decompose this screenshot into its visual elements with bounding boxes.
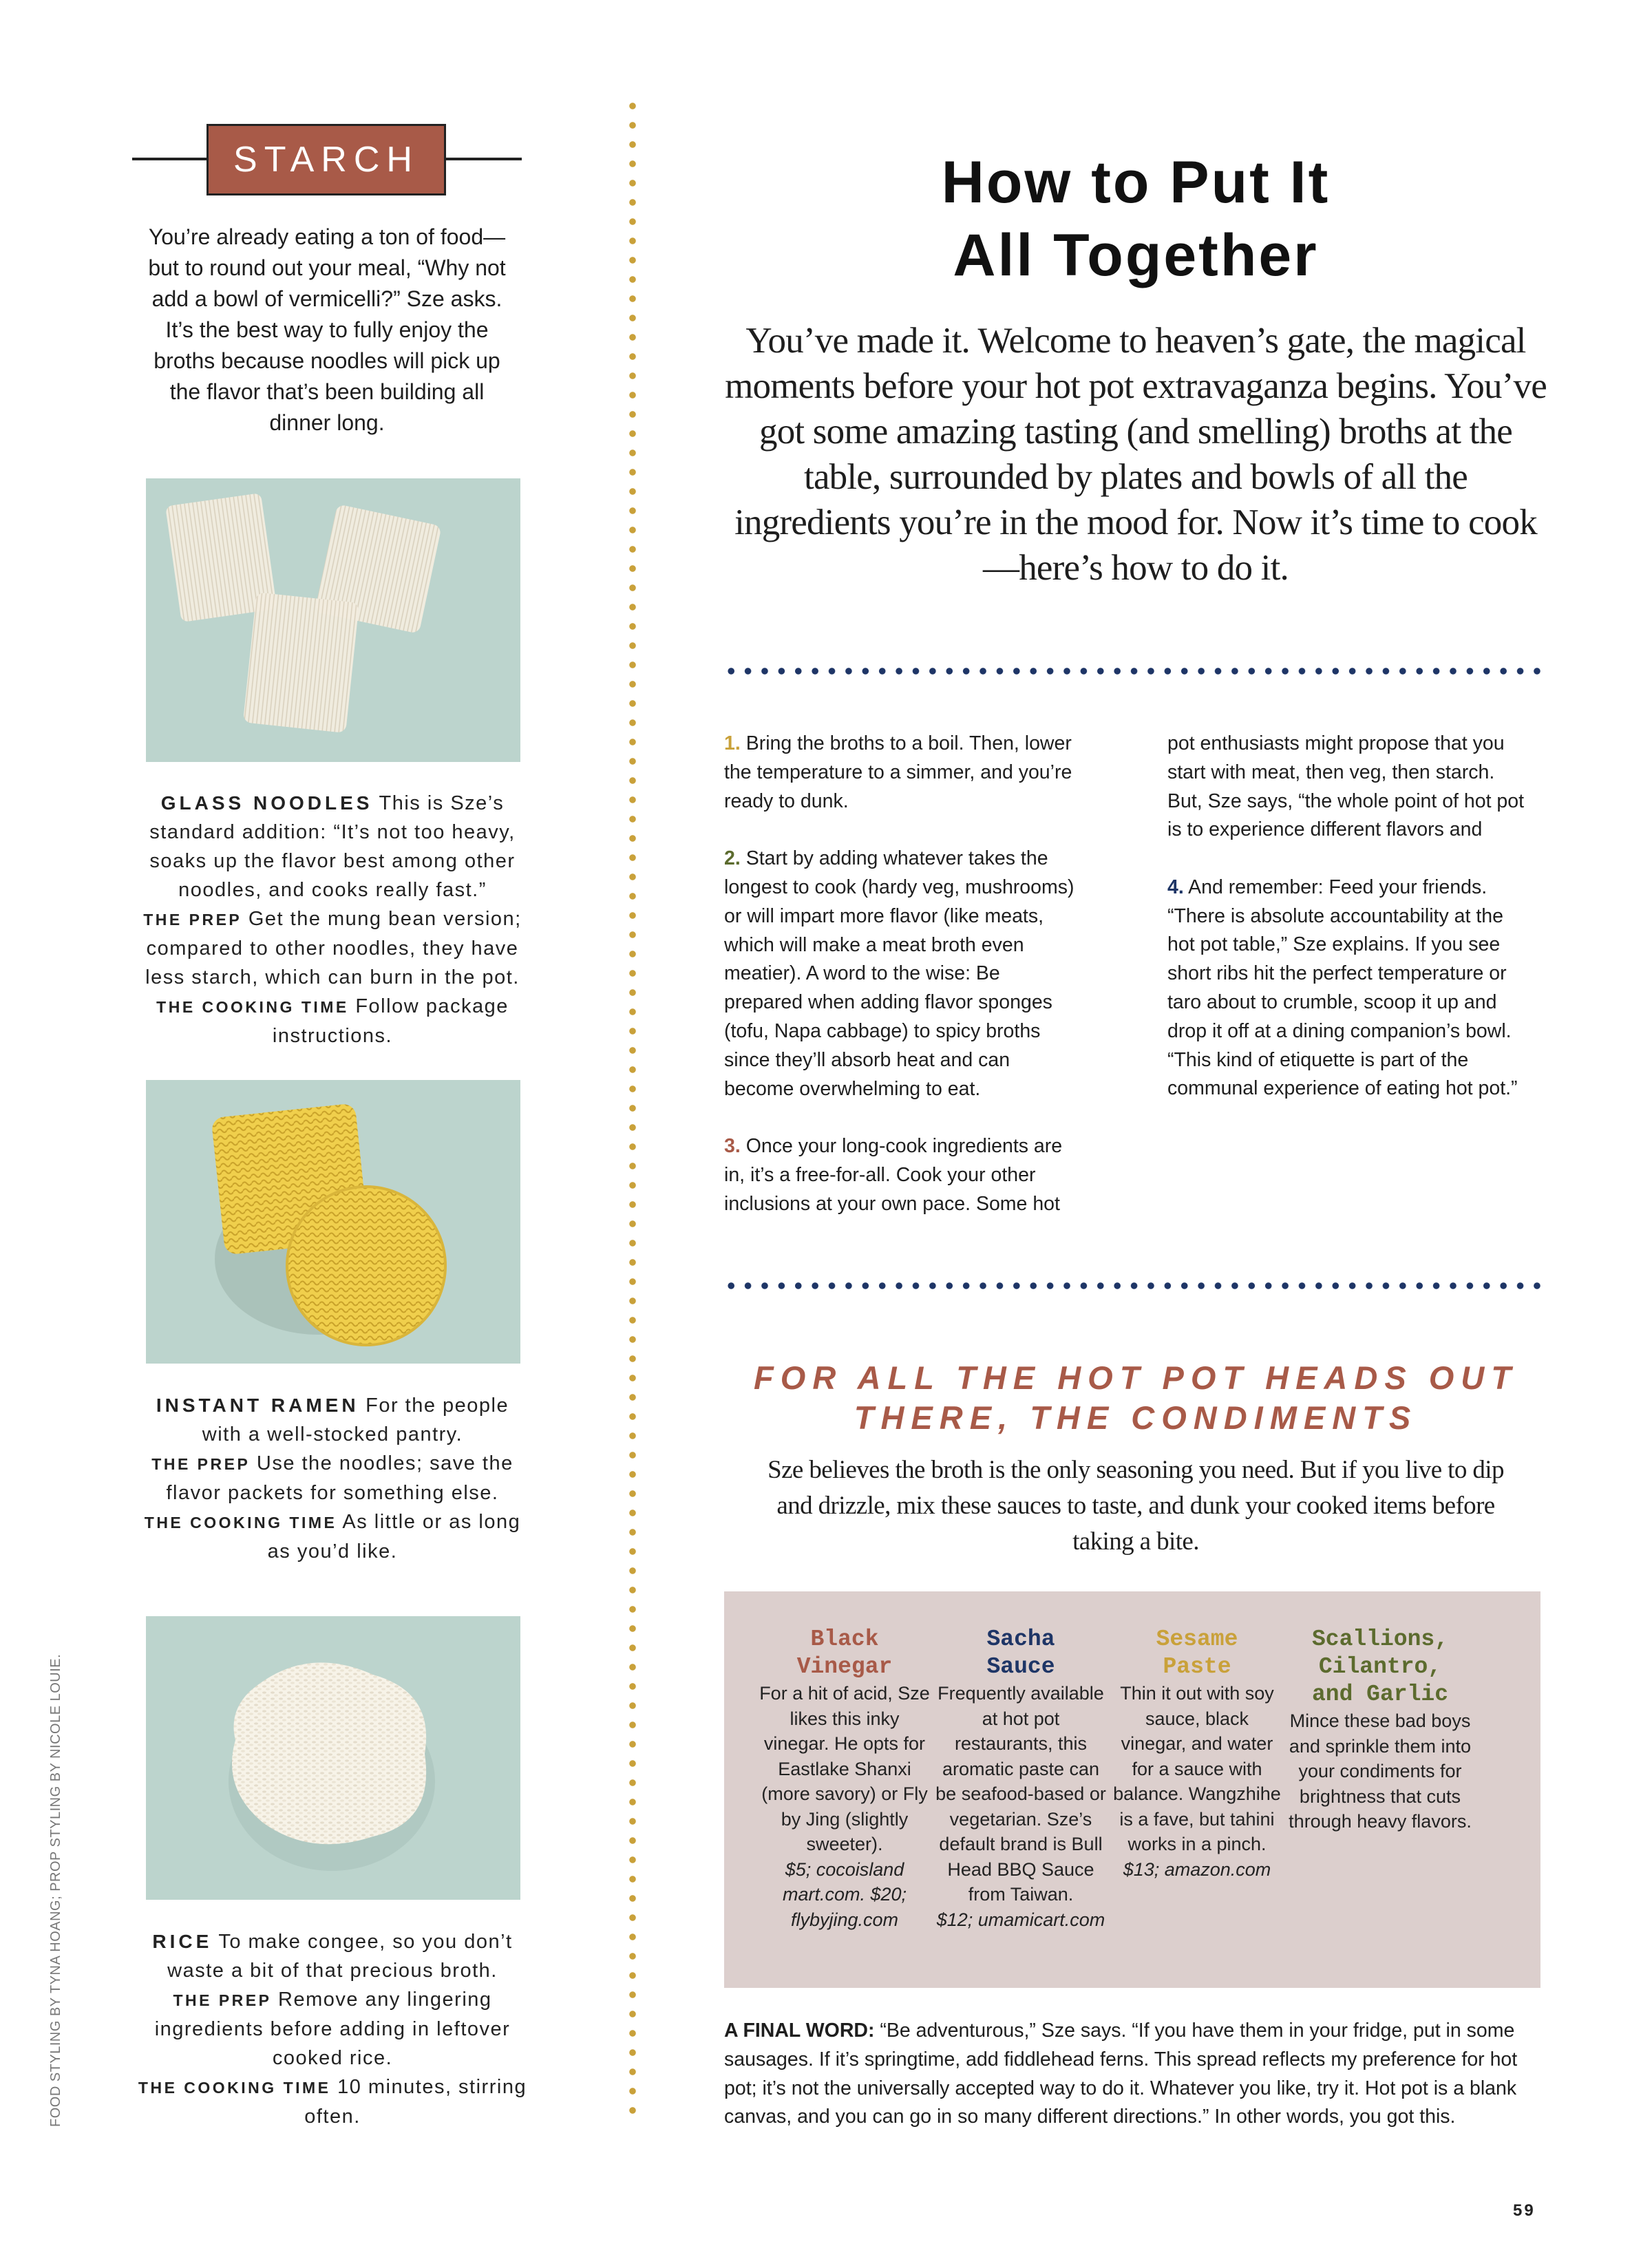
section-label-starch: STARCH [206, 124, 446, 195]
page-title: How to Put It All Together [941, 149, 1331, 288]
rice-heading: RICE [152, 1931, 213, 1952]
rice-illustration [146, 1616, 520, 1900]
condiment-price: $13; amazon.com [1123, 1858, 1271, 1880]
step-4-number: 4. [1167, 876, 1184, 898]
starch-intro: You’re already eating a ton of food—but to round out your meal, “Why not add a bowl of vermicelli?” Sze asks. It’s the best way to fully enjoy the broths because noodles will pick up the flavor that’s been building all dinner long. [148, 224, 506, 435]
step-2: 2. Start by adding whatever takes the longest to cook (hardy veg, mushrooms) or will impart more flavor (like meats, which will make a meat broth even meatier). A word to the wise: Be prepared when adding flavor sponges (tofu, Napa cabbage) to spicy broths since they’ll absorb heat and can become overwhelming to eat. [724, 847, 1074, 1100]
glass-noodles-illustration [146, 478, 520, 762]
step-1: 1. Bring the broths to a boil. Then, lower the temperature to a simmer, and you’re ready to dunk. [724, 732, 1072, 812]
step-1-number: 1. [724, 732, 741, 754]
starch-rule-left [132, 158, 208, 160]
glass-noodles-caption: GLASS NOODLES This is Sze’s standard addition: “It’s not too heavy, soaks up the flavor best among other noodles, and cooks really fast.” THE PREP Get the mung bean version; compared to other noodles, they have less starch, which can burn in the pot. THE COOKING TIME Follow package instructions. [143, 792, 522, 1047]
rice-photo [146, 1616, 520, 1900]
steps-column-right [1167, 730, 1525, 1132]
step-3-continued-text: pot enthusiasts might propose that you start with meat, then veg, then starch. But, Sze says, “the whole point of hot pot is to experience different flavors and [1167, 732, 1525, 841]
column-divider-dots [628, 96, 637, 2120]
divider-dots-bottom [723, 1282, 1549, 1290]
instant-ramen-photo [146, 1080, 520, 1364]
glass-noodles-heading: GLASS NOODLES [160, 792, 373, 814]
instant-ramen-caption: INSTANT RAMEN For the people with a well-stocked pantry. THE PREP Use the noodles; save the flavor packets for something else. THE COOKING TIME As little or as long as you’d like. [144, 1395, 521, 1562]
step-3: 3. Once your long-cook ingredients are in, it’s a free-for-all. Cook your other inclusions at your own pace. Some hot [724, 1135, 1063, 1215]
condiment-name: Scallions, Cilantro, and Garlic [1311, 1627, 1449, 1707]
condiment-name: Sesame Paste [1156, 1627, 1238, 1680]
page-number: 59 [1513, 2201, 1536, 2220]
step-3-number: 3. [724, 1135, 741, 1158]
steps-column-left [724, 730, 1082, 1218]
divider-dots-top [723, 667, 1549, 675]
final-word-label: A FINAL WORD: [724, 2020, 875, 2042]
condiment-black-vinegar: Black Vinegar For a hit of acid, Sze likes this inky vinegar. He opts for Eastlake Shanxi (more savory) or Fly by Jing (slightly sweeter). $5; cocoisland mart.com. $20; flybyjing.com [759, 1626, 931, 1932]
step-3-continued [1167, 730, 1525, 845]
rice-caption: RICE To make congee, so you don’t waste a bit of that precious broth. THE PREP Remove any lingering ingredients before adding in leftover cooked rice. THE COOKING TIME 10 minutes, stirring often. [138, 1931, 527, 2128]
condiment-scallions-cilantro-garlic: Scallions, Cilantro, and Garlic Mince these bad boys and sprinkle them into your condiments for brightness that cuts through heavy flavors. [1289, 1627, 1472, 1832]
step-4: 4. And remember: Feed your friends. “There is absolute accountability at the hot pot table,” Sze explains. If you see short ribs hit the perfect temperature or taro about to crumble, scoop it up and drop it off at a dining companion’s bowl. “This kind of etiquette is part of the communal experience of eating hot pot.” [1167, 876, 1518, 1100]
final-word: A FINAL WORD: “Be adventurous,” Sze says. “If you have them in your fridge, put in some sausages. If it’s springtime, add fiddlehead ferns. This spread reflects my preference for hot pot; it’s not the universally accepted way to do it. Whatever you like, try it. Hot pot is a blank canvas, and you can go in so many different directions.” In other words, you got this. [724, 2020, 1518, 2128]
intro-lede: You’ve made it. Welcome to heaven’s gate, the magical moments before your hot pot extravaganza begins. You’ve got some amazing tasting (and smelling) broths at the table, surrounded by plates and bowls of all the ingredients you’re in the mood for. Now it’s time to cook—here’s how to do it. [725, 321, 1547, 588]
condiment-name: Black Vinegar [796, 1627, 893, 1680]
instant-ramen-illustration [146, 1080, 520, 1364]
condiment-sacha-sauce: Sacha Sauce Frequently available at hot pot restaurants, this aromatic paste can be seafood-based or vegetarian. Sze’s default brand is Bull Head BBQ Sauce from Taiwan. $12; umamicart.com [935, 1626, 1107, 1932]
condiments-lede: Sze believes the broth is the only seasoning you need. But if you live to dip and drizzle, mix these sauces to taste, and dunk your cooked items before taking a bite. [767, 1456, 1504, 1556]
glass-noodles-photo [146, 478, 520, 762]
step-2-number: 2. [724, 847, 741, 870]
condiments-title: FOR ALL THE HOT POT HEADS OUT THERE, THE CONDIMENTS [754, 1359, 1518, 1436]
starch-rule-right [445, 158, 522, 160]
photo-credit: FOOD STYLING BY TYNA HOANG; PROP STYLING BY NICOLE LOUIE. [48, 1653, 63, 2127]
condiment-price: $12; umamicart.com [936, 1909, 1105, 1930]
condiment-name: Sacha Sauce [986, 1627, 1055, 1680]
condiment-sesame-paste: Sesame Paste Thin it out with soy sauce, black vinegar, and water for a sauce with balance. Wangzhihe is a fave, but tahini works in a pinch. $13; amazon.com [1111, 1626, 1283, 1882]
instant-ramen-heading: INSTANT RAMEN [156, 1395, 359, 1416]
condiment-price: $5; cocoisland mart.com. $20; flybyjing.com [782, 1858, 907, 1930]
